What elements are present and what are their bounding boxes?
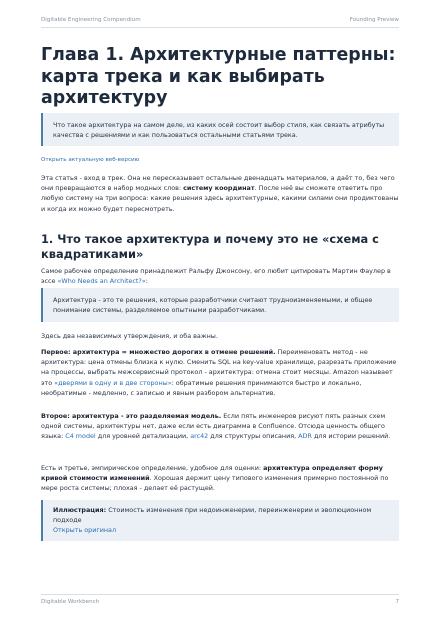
- intro-paragraph: [41, 173, 399, 214]
- page-header: [41, 17, 399, 23]
- page-footer: [41, 599, 399, 605]
- doors-link[interactable]: «дверями в одну и в две стороны»: [54, 378, 172, 387]
- header-divider: [41, 27, 399, 28]
- definition-paragraph: [41, 266, 399, 286]
- header-edition: Founding Preview: [349, 17, 399, 23]
- para1-bold: систему координат: [183, 184, 255, 193]
- illustration-callout: [41, 500, 399, 541]
- illustration-caption: [53, 505, 389, 525]
- chapter-title: Глава 1. Архитектурные паттерны: карта трека и как выбирать архитектуру: [41, 45, 396, 108]
- para4-bold: Первое: архитектура = множество дорогих в отмене решений.: [41, 348, 276, 356]
- two-claims-paragraph: Здесь два независимых утверждения, и оба важны.: [41, 332, 218, 340]
- para4-text-b: : обратимые решения принимаются быстро и локально, необратимые - медленно, с записью и явным разбором альтернатив.: [41, 378, 362, 397]
- section-1-title: 1. Что такое архитектура и почему это не «схема с квадратиками»: [41, 232, 379, 261]
- quote-callout: Архитектура - это те решения, которые разработчики считают трудноизменяемыми, и общее понимание системы, разделяемое опытными разработчиками.: [41, 288, 399, 322]
- second-claim-paragraph: [41, 411, 399, 442]
- intro-callout: Что такое архитектура на самом деле, из каких осей состоит выбор стиля, как связать атрибуты качества с решениями и как пользоваться остальными статьями трека.: [41, 113, 399, 146]
- para5-text-b: для уровней детализации,: [95, 432, 191, 441]
- illustration-label: Иллюстрация:: [53, 506, 107, 514]
- essay-link[interactable]: «Who Needs an Architect?»: [57, 277, 146, 286]
- adr-link[interactable]: ADR: [298, 432, 312, 441]
- page-number: 7: [395, 599, 399, 605]
- para1-text-a: Эта статья - вход в трек. Она не пересказывает остальные двенадцать материалов, а даёт то, без чего они превращаются в набор модных слов:: [41, 174, 395, 193]
- open-original-link[interactable]: Открыть оригинал: [53, 526, 117, 534]
- para5-text-c: для структуры описания,: [208, 432, 299, 441]
- para6-bold: архитектура определяет форму кривой стоимости изменений: [41, 464, 383, 483]
- footer-divider: [41, 594, 399, 595]
- first-claim-paragraph: [41, 347, 399, 398]
- illustration-text: Стоимость изменения при недоинженерии, переинженерии и эволюционном подходе: [53, 506, 372, 524]
- web-version-link[interactable]: Открыть актуальную веб-версию: [41, 157, 140, 163]
- para2-text-a: Самое рабочее определение принадлежит Ральфу Джонсону, его любит цитировать Мартин Фаулер в эссе: [41, 267, 391, 286]
- third-definition-paragraph: [41, 463, 399, 494]
- para2-text-b: :: [145, 277, 148, 286]
- para1-text-b: . После неё вы сможете ответить про любую систему на три вопроса: какие решения здесь архитектурные, какими силами они продиктованы и когда их можно будет пересмотреть.: [41, 184, 399, 213]
- para4-text-a: Переименовать метод - не архитектура: цена отмены близка к нулю. Сменить SQL на key-value хранилище, разрезать приложение на процессы, выбрать межсервисный протокол - архитектура: отмена стоит месяцы. Amazon называет это: [41, 348, 397, 387]
- c4-model-link[interactable]: C4 model: [65, 432, 96, 441]
- para6-text-a: Есть и третье, эмпирическое определение, удобное для оценки:: [41, 464, 264, 472]
- para5-text-a: Если пять инженеров рисуют пять разных схем одной системы, архитектуры нет, даже если есть диаграмма в Confluence. Отсюда ценность общего языка:: [41, 412, 386, 441]
- para6-text-b: . Хорошая держит цену типового изменения примерно постоянной по мере роста системы; плохая - делает её растущей.: [41, 474, 389, 493]
- header-publication: Digitable Engineering Compendium: [41, 17, 141, 23]
- para5-text-d: для истории решений.: [311, 432, 391, 441]
- footer-product: Digitable Workbench: [41, 599, 100, 605]
- para5-bold: Второе: архитектура - это разделяемая модель.: [41, 412, 222, 420]
- arc42-link[interactable]: arc42: [190, 432, 209, 441]
